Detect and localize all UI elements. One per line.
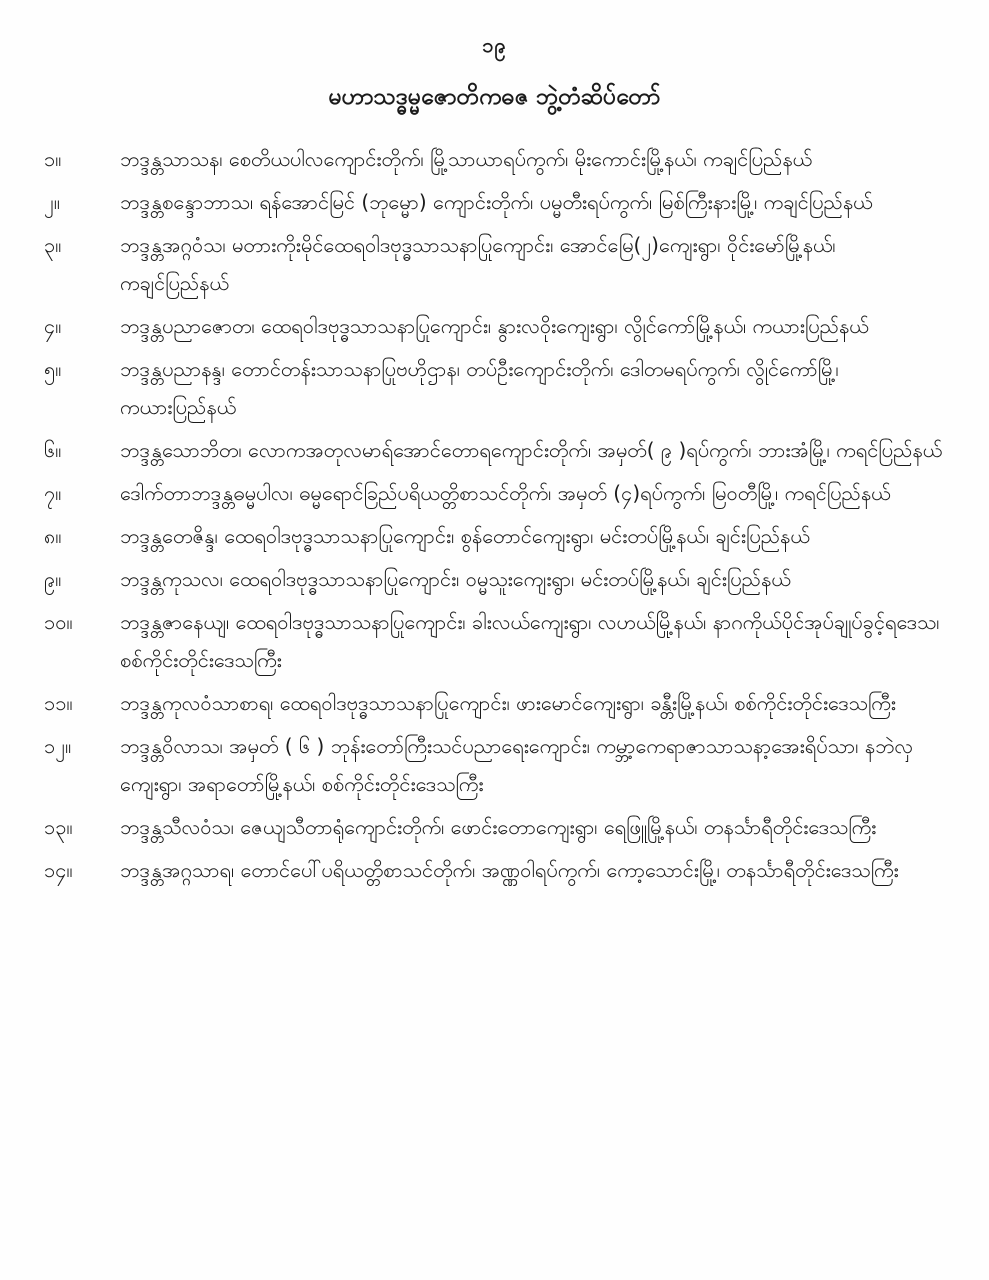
- list-item: [44, 183, 949, 221]
- list-item: [44, 226, 949, 302]
- item-text: ဘဒ္ဒန္တကုလဝံသာစာရ၊ ထေရဝါဒဗုဒ္ဓသာသနာပြုကျောင်း၊ ဖားမောင်ကျေးရွာ၊ ခန္တီးမြို့နယ်၊ စစ်ကိုင်းတိုင်းဒေသကြီး: [120, 691, 896, 715]
- item-text: ဘဒ္ဒန္တကုသလ၊ ထေရဝါဒဗုဒ္ဓသာသနာပြုကျောင်း၊ ဝမ္မသူးကျေးရွာ၊ မင်းတပ်မြို့နယ်၊ ချင်းပြည်နယ်: [120, 567, 791, 591]
- item-number: ၉။: [44, 567, 62, 591]
- list-item: [44, 307, 949, 345]
- item-text: ဘဒ္ဒန္တစန္ဒောဘာသ၊ ရန်အောင်မြင် (ဘုမ္မော) ကျောင်းတိုက်၊ ပမ္မတီးရပ်ကွက်၊ မြစ်ကြီးနားမြို့၊ ကချင်ပြည်နယ်: [120, 190, 873, 214]
- item-text: ဘဒ္ဒန္တဝိလာသ၊ အမှတ် ( ၆ ) ဘုန်းတော်ကြီးသင်ပညာရေးကျောင်း၊ ကမ္ဘာ့ကေရာဇာသာသနာ့အေးရိပ်သာ၊ နဘဲလှကျေးရွာ၊ အရာတော်မြို့နယ်၊ စစ်ကိုင်းတိုင်းဒေသကြီး: [120, 734, 914, 796]
- item-number: ၁။: [44, 147, 62, 171]
- item-text: ဘဒ္ဒန္တအဂ္ဂသာရ၊ တောင်ပေါ်ပရိယတ္တိစာသင်တိုက်၊ အဏ္ဏဝါရပ်ကွက်၊ ကော့သောင်းမြို့၊ တနင်္သာရီတိုင်းဒေသကြီး: [120, 858, 899, 882]
- item-text: ဘဒ္ဒန္တသောဘိတ၊ လောကအတုလမာရ်အောင်တောရကျောင်းတိုက်၊ အမှတ်( ၉ )ရပ်ကွက်၊ ဘားအံမြို့၊ ကရင်ပြည်နယ်: [120, 438, 943, 462]
- list-item: [44, 851, 949, 889]
- list-item: [44, 140, 949, 178]
- list-item: [44, 431, 949, 469]
- item-text: ဘဒ္ဒန္တပညာဇောတ၊ ထေရဝါဒဗုဒ္ဓသာသနာပြုကျောင်း၊ နွားလဝိုးကျေးရွာ၊ လွိုင်ကော်မြို့နယ်၊ ကယားပြည်နယ်: [120, 314, 869, 338]
- list-item: [44, 727, 949, 803]
- list-item: [44, 684, 949, 722]
- item-text: ဘဒ္ဒန္တဇာနေယျ၊ ထေရဝါဒဗုဒ္ဓသာသနာပြုကျောင်း၊ ခါးလယ်ကျေးရွာ၊ လဟယ်မြို့နယ်၊ နာဂကိုယ်ပိုင်အုပ်ချုပ်ခွင့်ရဒေသ၊ စစ်ကိုင်းတိုင်းဒေသကြီး: [120, 610, 940, 672]
- item-number: ၃။: [44, 233, 62, 257]
- list-item: [44, 350, 949, 426]
- page-number: ၁၉: [482, 33, 507, 57]
- list-item: [44, 517, 949, 555]
- item-text: ဘဒ္ဒန္တသာသန၊ စေတိယပါလကျောင်းတိုက်၊ မြို့သာယာရပ်ကွက်၊ မိုးကောင်းမြို့နယ်၊ ကချင်ပြည်နယ်: [120, 147, 813, 171]
- item-text: ဘဒ္ဒန္တတေဇိန္ဒ၊ ထေရဝါဒဗုဒ္ဓသာသနာပြုကျောင်း၊ စွန်တောင်ကျေးရွာ၊ မင်းတပ်မြို့နယ်၊ ချင်းပြည်နယ်: [120, 524, 810, 548]
- item-number: ၇။: [44, 481, 62, 505]
- item-text: ဘဒ္ဒန္တသီလဝံသ၊ ဇေယျသီတာရုံကျောင်းတိုက်၊ ဖောင်းတောကျေးရွာ၊ ရေဖြူမြို့နယ်၊ တနင်္သာရီတိုင်းဒေသကြီး: [120, 815, 877, 839]
- item-number: ၅။: [44, 357, 62, 381]
- item-number: ၈။: [44, 524, 62, 548]
- list-item: [44, 603, 949, 679]
- item-number: ၁၁။: [44, 691, 73, 715]
- page-title: မဟာသဒ္ဓမ္မဇောတိကဓဇ ဘွဲ့တံဆိပ်တော်: [328, 84, 661, 110]
- item-number: ၂။: [44, 190, 60, 214]
- list-item: [44, 474, 949, 512]
- item-text: ဘဒ္ဒန္တအဂ္ဂဝံသ၊ မတားကိုးမိုင်ထေရဝါဒဗုဒ္ဓသာသနာပြုကျောင်း၊ အောင်မြေ(၂)ကျေးရွာ၊ ဝိုင်းမော်မြို့နယ်၊ ကချင်ပြည်နယ်: [120, 233, 836, 295]
- item-number: ၆။: [44, 438, 62, 462]
- list-item: [44, 560, 949, 598]
- item-text: ဒေါက်တာဘဒ္ဒန္တဓမ္မပါလ၊ ဓမ္မရောင်ခြည်ပရိယတ္တိစာသင်တိုက်၊ အမှတ် (၄)ရပ်ကွက်၊ မြဝတီမြို့၊ ကရင်ပြည်နယ်: [120, 481, 891, 505]
- item-text: ဘဒ္ဒန္တပညာနန္ဒ၊ တောင်တန်းသာသနာပြုဗဟိုဌာန၊ တပ်ဦးကျောင်းတိုက်၊ ဒေါတမရပ်ကွက်၊ လွိုင်ကော်မြို့၊ ကယားပြည်နယ်: [120, 357, 839, 419]
- list-item: [44, 808, 949, 846]
- item-number: ၁၀။: [44, 610, 73, 634]
- item-number: ၁၂။: [44, 734, 72, 758]
- item-number: ၁၃။: [44, 815, 73, 839]
- item-number: ၄။: [44, 314, 62, 338]
- entry-list: [0, 140, 989, 889]
- item-number: ၁၄။: [44, 858, 73, 882]
